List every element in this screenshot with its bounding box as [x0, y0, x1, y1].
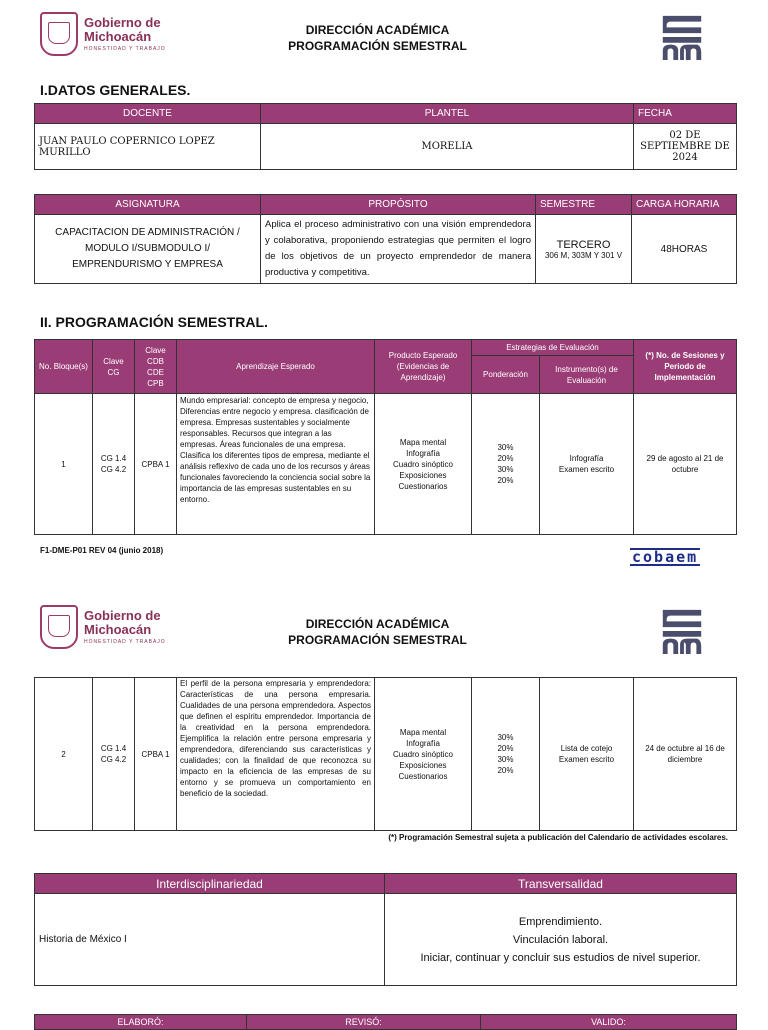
gob-line1: Gobierno de	[84, 15, 161, 30]
sesiones-cell: 29 de agosto al 21 de octubre	[634, 394, 737, 535]
ponderacion-item: 20%	[497, 766, 514, 775]
cbem-logo-icon	[658, 12, 706, 60]
cbem-logo-icon	[658, 606, 706, 654]
plantel-value: MORELIA	[261, 124, 634, 170]
gob-tagline: HONESTIDAD Y TRABAJO	[84, 639, 166, 645]
transversalidad-item: Iniciar, continuar y concluir sus estudios de nivel superior.	[420, 951, 701, 964]
ponderacion-item: 30%	[497, 755, 514, 764]
instrumento-cell	[540, 678, 634, 831]
header-sesiones: (*) No. de Sesiones y Periodo de Implementación	[634, 340, 737, 394]
table-row	[35, 678, 737, 831]
producto-item: Exposiciones	[399, 760, 447, 770]
ponderacion-cell	[472, 678, 540, 831]
title-line1: DIRECCIÓN ACADÉMICA	[305, 617, 450, 631]
general-data-table	[34, 103, 737, 170]
producto-cell	[375, 678, 472, 831]
gobierno-logo-page2	[40, 605, 166, 649]
title-line2: PROGRAMACIÓN SEMESTRAL	[288, 39, 467, 53]
aprendizaje-cell: Mundo empresarial: concepto de empresa y negocio, Diferencias entre negocio y empresa. clasificación de empresa. Empresas sustentables y socialmente responsables. Recursos que integran a las empresas. Áreas funcionales de una empresa. Clasifica los diferentes tipos de empresa, mediante el análisis reflexivo de cada uno de los recursos y áreas funcionales favoreciendo la conciencia social sobre la importancia de las empresas sustentables en su entorno.	[177, 394, 375, 535]
producto-item: Mapa mental	[399, 437, 447, 447]
ponderacion-item: 30%	[497, 465, 514, 474]
transversalidad-item: Vinculación laboral.	[512, 933, 609, 946]
producto-item: Cuadro sinóptico	[392, 459, 454, 469]
ponderacion-item: 30%	[497, 733, 514, 742]
header-plantel: PLANTEL	[261, 104, 634, 124]
header-clave-cdb: Clave CDB CDE CPB	[135, 340, 177, 394]
header-instrumento: Instrumento(s) de Evaluación	[540, 356, 634, 394]
header-fecha: FECHA	[634, 104, 737, 124]
header-aprendizaje: Aprendizaje Esperado	[177, 340, 375, 394]
transversalidad-item: Emprendimiento.	[518, 915, 603, 928]
instrumento-cell	[540, 394, 634, 535]
instrumento-item: Examen escrito	[558, 755, 615, 764]
sesiones-cell: 24 de octubre al 16 de diciembre	[634, 678, 737, 831]
producto-cell	[375, 394, 472, 535]
bloque-cell: 1	[35, 394, 93, 535]
producto-item: Infografía	[406, 738, 440, 748]
clave-cg-cell: CG 1.4 CG 4.2	[93, 394, 135, 535]
aprendizaje-cell: El perfil de la persona empresaria y emprendedora: Características de una persona empresaria. Cualidades de una persona emprendedora. Aspectos que definen el espíritu emprendedor. Importancia de la creatividad en la persona emprendedora. Ejemplifica la relación entre persona empresaria y emprendedora, diferenciando sus características y cualidades; con la finalidad de que reconozca su impacto en la eficiencia de las empresas de su entorno y se promueva un comportamiento en beneficio de la sociedad.	[177, 678, 375, 831]
semestre-value	[536, 215, 632, 284]
asignatura-value: CAPACITACION DE ADMINISTRACIÓN / MODULO I/SUBMODULO I/ EMPRENDURISMO Y EMPRESA	[35, 215, 261, 284]
ponderacion-item: 20%	[497, 744, 514, 753]
semestre-text: TERCERO	[556, 238, 611, 251]
section-programacion-title: II. PROGRAMACIÓN SEMESTRAL.	[40, 314, 268, 330]
producto-item: Exposiciones	[399, 470, 447, 480]
ponderacion-item: 20%	[497, 476, 514, 485]
producto-item: Infografía	[406, 448, 440, 458]
header-valido: VALIDO:	[481, 1015, 737, 1030]
producto-item: Mapa mental	[399, 727, 447, 737]
docente-value: JUAN PAULO COPERNICO LOPEZ MURILLO	[35, 124, 261, 170]
footer-code: F1-DME-P01 REV 04 (junio 2018)	[40, 546, 164, 555]
table-row	[35, 394, 737, 535]
header-asignatura: ASIGNATURA	[35, 195, 261, 215]
clave-cg-cell: CG 1.4 CG 4.2	[93, 678, 135, 831]
instrumento-item: Infografía	[569, 454, 604, 463]
header-producto: Producto Esperado (Evidencias de Aprendizaje)	[375, 340, 472, 394]
header-semestre: SEMESTRE	[536, 195, 632, 215]
gob-line1: Gobierno de	[84, 608, 161, 623]
title-line1: DIRECCIÓN ACADÉMICA	[305, 23, 450, 37]
michoacan-crest-icon	[40, 605, 78, 649]
calendar-note: (*) Programación Semestral sujeta a publicación del Calendario de actividades escolares.	[388, 833, 728, 842]
gob-tagline: HONESTIDAD Y TRABAJO	[84, 46, 166, 52]
interdisciplinariedad-table	[34, 873, 737, 986]
programacion-table-continued	[34, 677, 737, 831]
header-docente: DOCENTE	[35, 104, 261, 124]
producto-item: Cuadro sinóptico	[392, 749, 454, 759]
bloque-cell: 2	[35, 678, 93, 831]
fecha-value: 02 DE SEPTIEMBRE DE 2024	[634, 124, 737, 170]
gob-line2: Michoacán	[84, 622, 152, 637]
clave-cdb-cell: CPBA 1	[135, 394, 177, 535]
producto-item: Cuestionarios	[398, 771, 448, 781]
gobierno-logo	[40, 12, 166, 56]
instrumento-item: Lista de cotejo	[560, 744, 613, 753]
transversalidad-value	[385, 894, 737, 986]
asignatura-table	[34, 194, 737, 284]
interdisciplinariedad-value: Historia de México I	[35, 894, 385, 986]
clave-cdb-cell: CPBA 1	[135, 678, 177, 831]
ponderacion-item: 30%	[497, 443, 514, 452]
page-title-page2	[250, 616, 505, 648]
grupos-text: 306 M, 303M Y 301 V	[544, 250, 623, 260]
page-title	[250, 22, 505, 54]
section-datos-generales-title: I.DATOS GENERALES.	[40, 82, 191, 98]
ponderacion-cell	[472, 394, 540, 535]
header-ponderacion: Ponderación	[472, 356, 540, 394]
ponderacion-item: 20%	[497, 454, 514, 463]
header-carga-horaria: CARGA HORARIA	[632, 195, 737, 215]
instrumento-item: Examen escrito	[558, 465, 615, 474]
header-bloque: No. Bloque(s)	[35, 340, 93, 394]
header-reviso: REVISÓ:	[247, 1015, 481, 1030]
gob-line2: Michoacán	[84, 29, 152, 44]
title-line2: PROGRAMACIÓN SEMESTRAL	[288, 633, 467, 647]
header-transversalidad: Transversalidad	[385, 874, 737, 894]
header-elaboro: ELABORÓ:	[35, 1015, 247, 1030]
gobierno-text-page2	[84, 609, 166, 645]
firmas-table	[34, 1014, 737, 1030]
producto-item: Cuestionarios	[398, 481, 448, 491]
header-proposito: PROPÓSITO	[261, 195, 536, 215]
carga-horaria-value: 48HORAS	[632, 215, 737, 284]
header-estrategias: Estrategias de Evaluación	[472, 340, 634, 356]
michoacan-crest-icon	[40, 12, 78, 56]
programacion-table	[34, 339, 737, 535]
header-interdisciplinariedad: Interdisciplinariedad	[35, 874, 385, 894]
proposito-value: Aplica el proceso administrativo con una visión emprendedora y colaborativa, proponiendo estrategias que permiten el logro de los objetivos de un proyecto emprendedor de manera productiva y competitiva.	[261, 215, 536, 284]
cobaem-logo: cobaem	[632, 548, 699, 566]
header-clave-cg: Clave CG	[93, 340, 135, 394]
gobierno-text	[84, 16, 166, 52]
